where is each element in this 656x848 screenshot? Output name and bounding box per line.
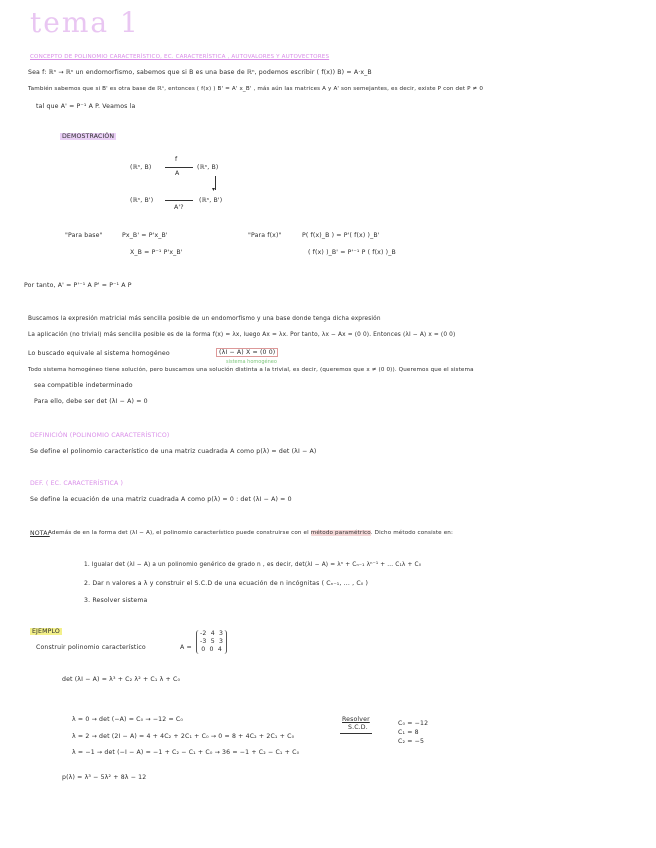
matrix-row-1: -2 4 3: [200, 630, 224, 637]
base-eq-2: X_B = P⁻¹ P'x_B': [130, 249, 183, 256]
demo-heading: DEMOSTRACIÓN: [62, 133, 115, 140]
diagram-top-left: (ℝⁿ, B): [130, 164, 152, 171]
solve-label: Resolver: [342, 716, 370, 723]
generic-poly: det (λI − A) = λ³ + C₂ λ² + C₁ λ + C₀: [62, 676, 181, 683]
fbase-label: "Para f(x)": [248, 232, 282, 239]
nota-label: NOTA:: [30, 530, 50, 537]
lambda-row-3: λ = −1 → det (−I − A) = −1 + C₂ − C₁ + C₀ → 36 = −1 + C₂ − C₁ + C₀: [72, 749, 300, 756]
diagram-top-right: (ℝⁿ, B): [197, 164, 219, 171]
arrow-head-icon: ▾: [212, 186, 216, 193]
solution-c0: C₀ = −12: [398, 720, 429, 727]
intro-line-2: También sabemos que si B' es otra base de ℝⁿ, entonces ( f(x) ) B' = A' x_B' , más aún las matrices A y A' son semejantes, es decir, existe P con det P ≠ 0: [28, 86, 484, 92]
step-1: 1. Igualar det (λI − A) a un polinomio genérico de grado n , es decir, det(λI − A) = λⁿ + Cₙ₋₁ λⁿ⁻¹ + ... C₁λ + C₀: [84, 562, 422, 568]
search-line-4: Todo sistema homogéneo tiene solución, pero buscamos una solución distinta a la trivial, es decir, (queremos que x ≠ (0 0)). Queremos que el sistema: [28, 367, 474, 373]
step-2: 2. Dar n valores a λ y construir el S.C.D de una ecuación de n incógnitas ( Cₙ₋₁, ... , C₀ ): [84, 580, 369, 587]
search-line-1: Buscamos la expresión matricial más sencilla posible de un endomorfismo y una base donde tenga dicha expresión: [28, 316, 381, 322]
diagram-bottom-right: (ℝⁿ, B'): [199, 197, 223, 204]
solve-arrow: [340, 733, 372, 734]
base-label: "Para base": [65, 232, 103, 239]
lambda-row-2: λ = 2 → det (2I − A) = 4 + 4C₂ + 2C₁ + C₀ → 0 = 8 + 4C₂ + 2C₁ + C₀: [72, 733, 295, 740]
result-poly: p(λ) = λ³ − 5λ² + 8λ − 12: [62, 774, 147, 781]
diagram-bottom-label: A'?: [174, 204, 184, 211]
matrix-row-3: 0 0 4: [201, 646, 222, 653]
def-eq-text: Se define la ecuación de una matriz cuadrada A como p(λ) = 0 : det (λI − A) = 0: [30, 496, 292, 503]
homog-note: sistema homogéneo: [226, 359, 277, 365]
solution-c1: C₁ = 8: [398, 729, 419, 736]
diagram-top-label: f: [175, 156, 178, 163]
homog-box: (λI − A) X = (0 0): [216, 348, 278, 357]
def-eq-heading: DEF. ( EC. CARACTERÍSTICA ): [30, 480, 124, 487]
ejemplo-intro: Construir polinomio característico: [36, 644, 146, 651]
intro-line-3: tal que A' = P⁻¹ A P. Veamos la: [36, 103, 136, 110]
search-line-6: Para ello, debe ser det (λI − A) = 0: [34, 398, 148, 405]
concept-heading: CONCEPTO DE POLINOMIO CARACTERÍSTICO, EC. CARACTERÍSTICA , AUTOVALORES Y AUTOVECTORES: [30, 54, 330, 60]
diagram-top-arrow: [165, 167, 193, 168]
ejemplo-label: EJEMPLO: [32, 628, 60, 635]
diagram-bottom-arrow: [165, 200, 193, 201]
diagram-bottom-left: (ℝⁿ, B'): [130, 197, 154, 204]
conclusion: Por tanto, A' = P'⁻¹ A P' = P⁻¹ A P: [24, 282, 132, 289]
solve-sub: S.C.D.: [348, 724, 368, 731]
lambda-row-1: λ = 0 → det (−A) = C₀ → −12 = C₀: [72, 716, 184, 723]
solution-c2: C₂ = −5: [398, 738, 425, 745]
def-poly-heading: DEFINICIÓN (POLINOMIO CARACTERÍSTICO): [30, 432, 170, 439]
diagram-top-sub: A: [175, 170, 180, 177]
search-line-3: Lo buscado equivale al sistema homogéneo: [28, 350, 170, 357]
search-line-5: sea compatible indeterminado: [34, 382, 133, 389]
base-eq-1: Px_B' = P'x_B': [122, 232, 168, 239]
page-title: tema 1: [30, 6, 140, 39]
matrix-label: A =: [180, 644, 192, 651]
step-3: 3. Resolver sistema: [84, 597, 148, 604]
search-line-2: La aplicación (no trivial) más sencilla posible es de la forma f(x) = λx, luego Ax = λx. Por tanto, λx − Ax = (0 0). Entonces (λI − A) x = (0 0): [28, 332, 456, 338]
fbase-eq-2: ( f(x) )_B' = P'⁻¹ P ( f(x) )_B: [308, 249, 396, 256]
def-poly-text: Se define el polinomio característico de una matriz cuadrada A como p(λ) = det (λI − A): [30, 448, 317, 455]
matrix-row-2: -3 5 3: [200, 638, 224, 645]
nota-highlight: método paramétrico: [310, 530, 371, 536]
nota-text: Además de en la forma det (λI − A), el polinomio característico puede construirse con el método paramétrico. Dicho método consiste en:: [48, 530, 454, 536]
fbase-eq-1: P( f(x)_B ) = P'( f(x) )_B': [302, 232, 380, 239]
intro-line-1: Sea f: ℝⁿ → ℝⁿ un endomorfismo, sabemos que si B es una base de ℝⁿ, podemos escribir ( f(x)) B) = A·x_B: [28, 69, 372, 76]
matrix-A: [196, 630, 227, 654]
